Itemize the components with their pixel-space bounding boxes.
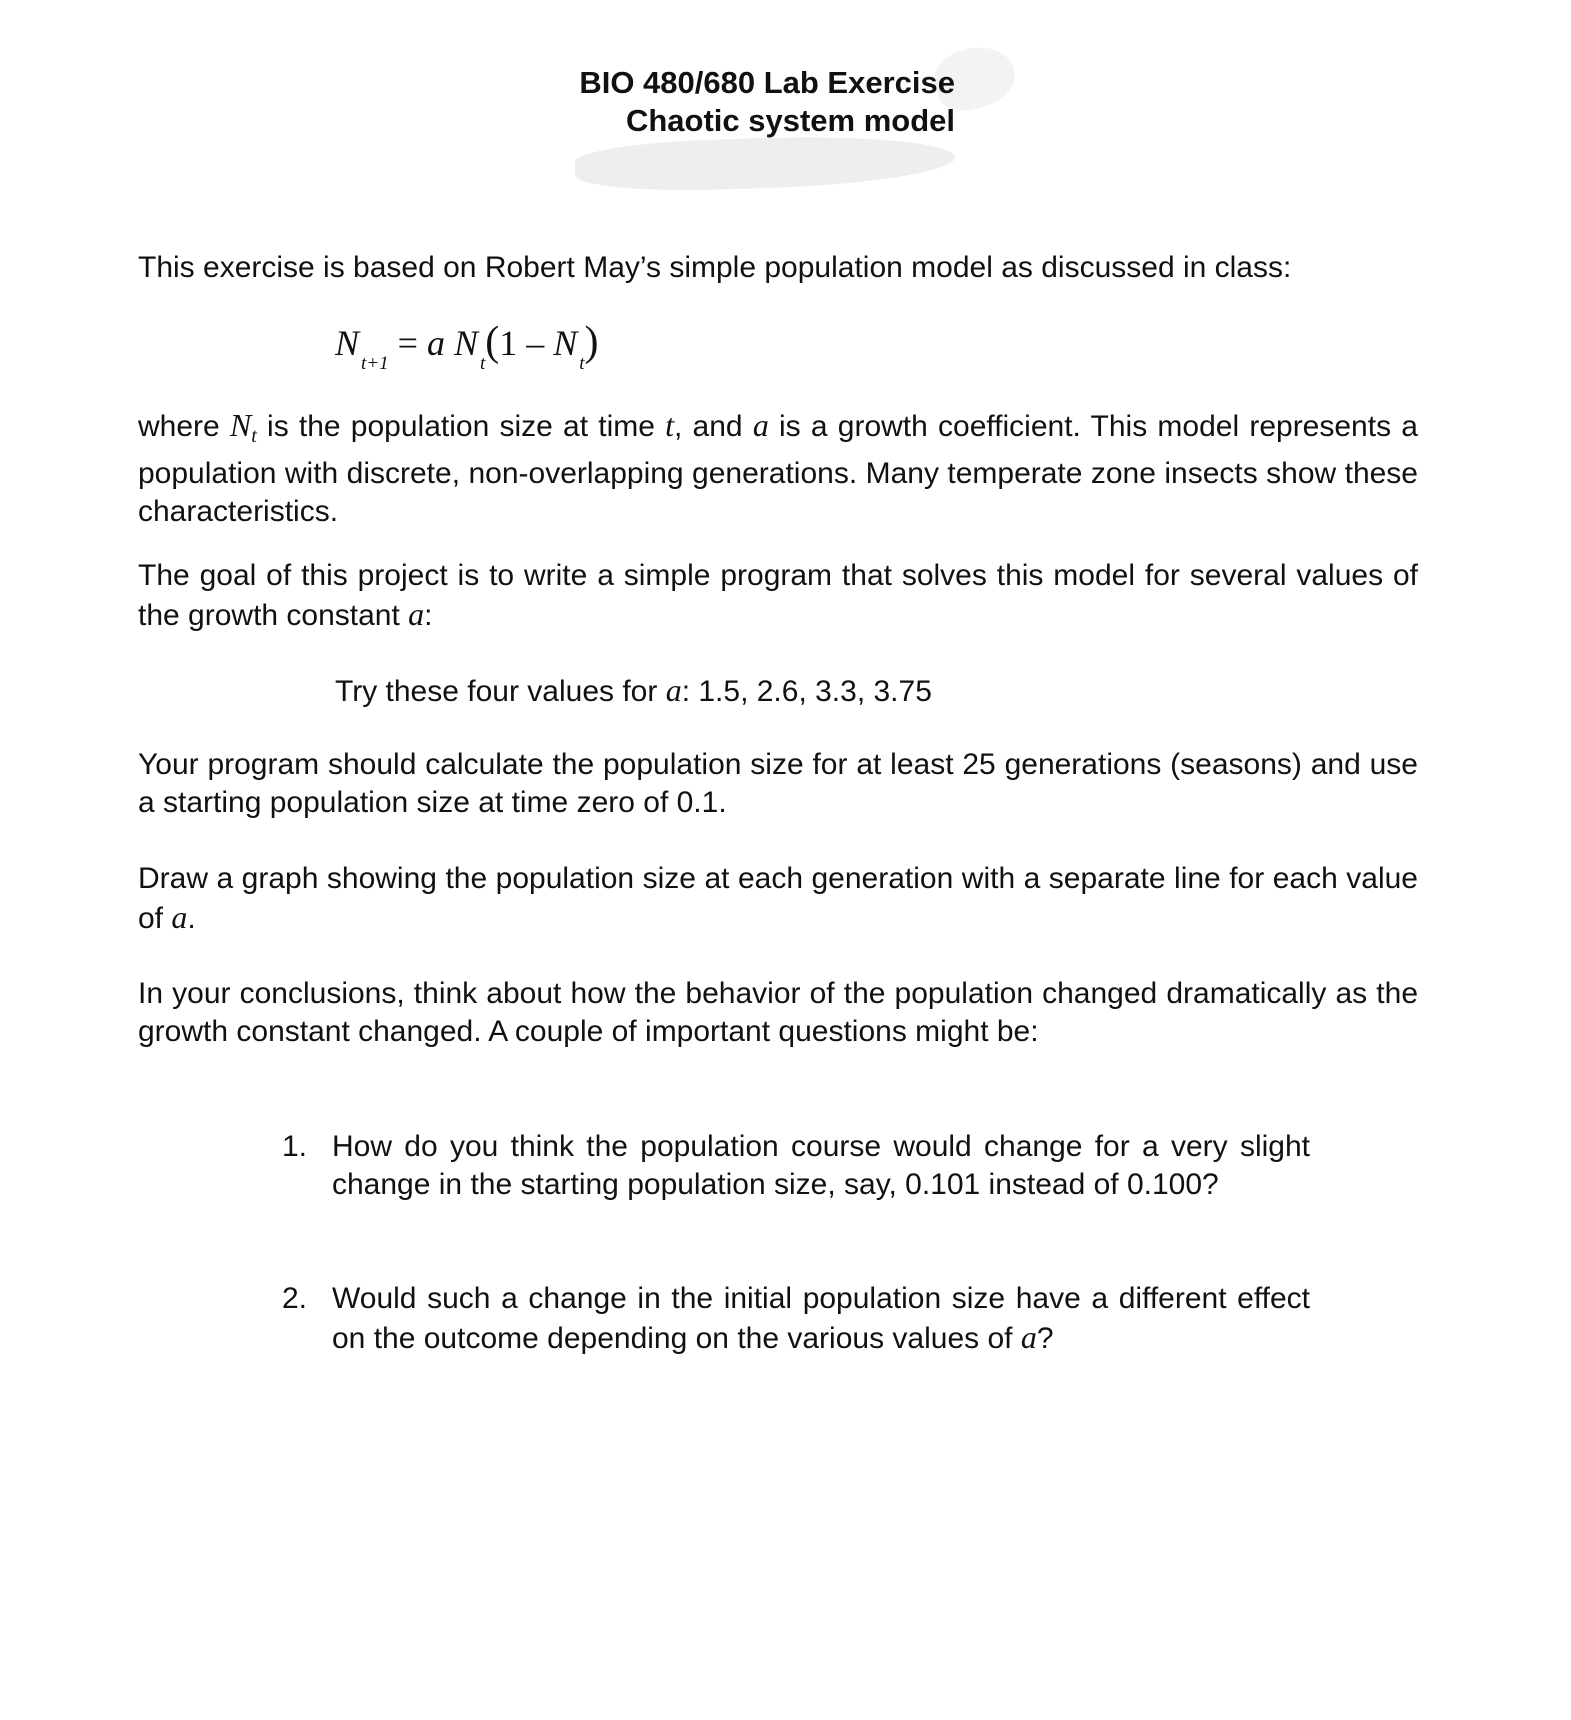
goal-paragraph [138, 557, 1418, 635]
equation-rhs-subscript: t [479, 353, 486, 374]
equation-rhs-var: N [553, 323, 578, 363]
list-item [280, 1280, 1310, 1358]
text-segment: . [187, 902, 196, 935]
equation-rhs-subscript: t [579, 353, 585, 374]
equation-open-paren: ( [485, 319, 500, 365]
text-segment: Draw a graph showing the population size at each generation with a separate line for each value of [138, 862, 1418, 935]
variable-N: N [229, 407, 252, 443]
text-segment: : [424, 599, 433, 632]
equation-lhs-var: N [335, 323, 360, 363]
try-values-line [335, 671, 932, 711]
program-paragraph: Your program should calculate the population size for at least 25 generations (seasons) and use a starting population size at time zero of 0.1. [138, 748, 1418, 819]
variable-subscript: t [251, 425, 257, 447]
document-title [555, 64, 955, 140]
population-equation [335, 318, 599, 375]
text-segment: is the population size at time [267, 410, 655, 443]
list-item [280, 1128, 1310, 1204]
question-list [280, 1128, 1310, 1204]
equation-coefficient: a [426, 323, 445, 363]
equation-lhs-subscript: t+1 [361, 353, 389, 374]
where-paragraph [138, 406, 1418, 531]
text-segment: where [138, 410, 220, 443]
text-segment: Try these four values for [335, 675, 658, 708]
variable-a: a [408, 596, 425, 632]
list-item-text: How do you think the population course would change for a very slight change in the starting population size, say, 0.101 instead of 0.100? [332, 1130, 1310, 1201]
text-segment: , and [674, 410, 743, 443]
text-segment: ? [1036, 1322, 1054, 1355]
variable-t: t [665, 407, 675, 443]
list-item-number: 1. [282, 1130, 308, 1163]
variable-a: a [1020, 1319, 1037, 1355]
text-segment: : 1.5, 2.6, 3.3, 3.75 [681, 675, 932, 708]
text-segment: The goal of this project is to write a simple program that solves this model for several values of the growth constant [138, 559, 1418, 632]
question-list [280, 1280, 1310, 1358]
variable-a: a [665, 672, 682, 708]
equation-equals: = [397, 323, 418, 363]
variable-a: a [752, 407, 769, 443]
graph-paragraph [138, 860, 1418, 938]
title-line-2: Chaotic system model [625, 103, 955, 138]
text-segment: is a growth coefficient. This model represents a population with discrete, non-overlapping generations. Many temperate zone insects show these characteristics. [138, 410, 1418, 528]
title-line-1: BIO 480/680 Lab Exercise [579, 65, 955, 100]
equation-close-paren: ) [584, 319, 599, 365]
list-item-text: Would such a change in the initial population size have a different effect on the outcome depending on the various values of [332, 1282, 1310, 1355]
equation-rhs-var: N [453, 323, 478, 363]
intro-paragraph: This exercise is based on Robert May’s simple population model as discussed in class: [138, 251, 1292, 284]
scan-smudge [574, 131, 956, 194]
conclusion-paragraph: In your conclusions, think about how the behavior of the population changed dramatically as the growth constant changed. A couple of important questions might be: [138, 977, 1418, 1048]
equation-one-minus: 1 – [499, 323, 545, 363]
list-item-number: 2. [282, 1282, 308, 1315]
variable-a: a [171, 899, 188, 935]
